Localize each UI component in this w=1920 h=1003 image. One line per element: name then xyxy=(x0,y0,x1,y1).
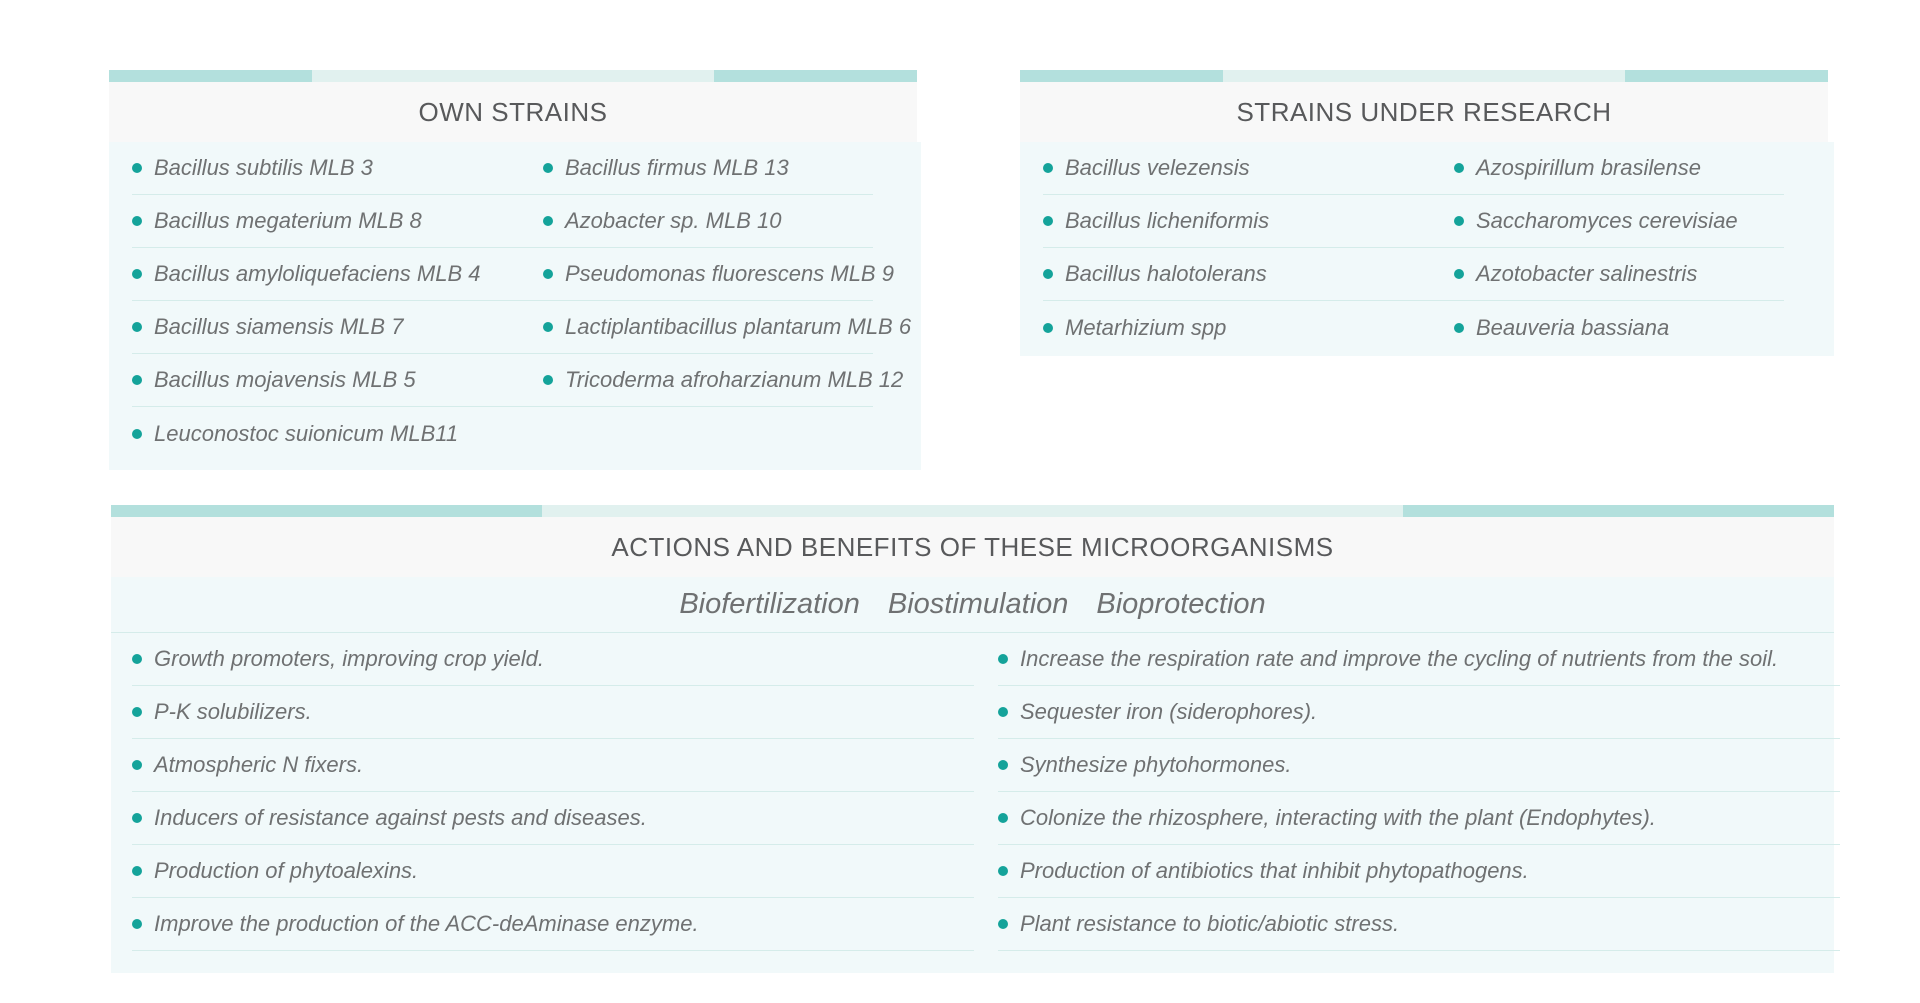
bullet-icon xyxy=(998,919,1008,929)
list-item: Increase the respiration rate and improve the cycling of nutrients from the soil. xyxy=(998,633,1840,686)
benefits-left-column xyxy=(111,633,974,951)
list-item: Bacillus amyloliquefaciens MLB 4 xyxy=(132,248,543,301)
list-item: Synthesize phytohormones. xyxy=(998,739,1840,792)
own-strains-title: OWN STRAINS xyxy=(109,82,917,142)
bullet-icon xyxy=(1454,323,1464,333)
list-item: Inducers of resistance against pests and diseases. xyxy=(132,792,974,845)
list-item: Colonize the rhizosphere, interacting with the plant (Endophytes). xyxy=(998,792,1840,845)
list-item: Azobacter sp. MLB 10 xyxy=(543,195,873,248)
list-item: P-K solubilizers. xyxy=(132,686,974,739)
bullet-icon xyxy=(132,813,142,823)
list-item: Leuconostoc suionicum MLB11 xyxy=(132,407,543,460)
subtitle-bioprotection: Bioprotection xyxy=(1096,588,1266,620)
bullet-icon xyxy=(132,216,142,226)
benefits-body xyxy=(111,577,1834,973)
bullet-icon xyxy=(132,707,142,717)
research-strains-title: STRAINS UNDER RESEARCH xyxy=(1020,82,1828,142)
bullet-icon xyxy=(1454,216,1464,226)
benefits-list xyxy=(111,633,1834,953)
research-strains-body xyxy=(1020,142,1834,356)
list-item: Growth promoters, improving crop yield. xyxy=(132,633,974,686)
topbar-accent-left xyxy=(109,70,312,82)
research-strains-left-column xyxy=(1020,142,1454,354)
list-item: Tricoderma afroharzianum MLB 12 xyxy=(543,354,873,407)
benefits-subtitles xyxy=(111,577,1834,633)
bullet-icon xyxy=(132,375,142,385)
bullet-icon xyxy=(1043,323,1053,333)
subtitle-biostimulation: Biostimulation xyxy=(887,588,1069,620)
research-strains-topbar xyxy=(1020,70,1828,82)
own-strains-card xyxy=(109,70,917,470)
list-item: Lactiplantibacillus plantarum MLB 6 xyxy=(543,301,873,354)
bullet-icon xyxy=(1454,269,1464,279)
benefits-card xyxy=(111,505,1834,973)
bullet-icon xyxy=(1454,163,1464,173)
topbar-accent-right xyxy=(714,70,917,82)
list-item: Bacillus licheniformis xyxy=(1043,195,1454,248)
bullet-icon xyxy=(132,429,142,439)
bullet-icon xyxy=(998,654,1008,664)
bullet-icon xyxy=(543,322,553,332)
bullet-icon xyxy=(543,269,553,279)
list-item: Azospirillum brasilense xyxy=(1454,142,1784,195)
list-item: Production of antibiotics that inhibit phytopathogens. xyxy=(998,845,1840,898)
topbar-accent-left xyxy=(111,505,542,517)
benefits-title: ACTIONS AND BENEFITS OF THESE MICROORGANISMS xyxy=(111,517,1834,577)
bullet-icon xyxy=(1043,163,1053,173)
bullet-icon xyxy=(132,163,142,173)
bullet-icon xyxy=(543,216,553,226)
list-item: Bacillus subtilis MLB 3 xyxy=(132,142,543,195)
list-item: Bacillus mojavensis MLB 5 xyxy=(132,354,543,407)
bullet-icon xyxy=(1043,269,1053,279)
bullet-icon xyxy=(998,760,1008,770)
own-strains-left-column xyxy=(109,142,543,460)
list-item: Metarhizium spp xyxy=(1043,301,1454,354)
bullet-icon xyxy=(132,269,142,279)
own-strains-topbar xyxy=(109,70,917,82)
list-item: Plant resistance to biotic/abiotic stress. xyxy=(998,898,1840,951)
topbar-accent-right xyxy=(1403,505,1834,517)
bullet-icon xyxy=(998,707,1008,717)
list-item: Beauveria bassiana xyxy=(1454,301,1784,354)
list-item: Bacillus halotolerans xyxy=(1043,248,1454,301)
bullet-icon xyxy=(543,375,553,385)
bullet-icon xyxy=(132,654,142,664)
bullet-icon xyxy=(132,919,142,929)
bullet-icon xyxy=(132,866,142,876)
bullet-icon xyxy=(998,866,1008,876)
list-item: Azotobacter salinestris xyxy=(1454,248,1784,301)
bullet-icon xyxy=(132,760,142,770)
own-strains-right-column xyxy=(543,142,912,407)
benefits-topbar xyxy=(111,505,1834,517)
list-item: Atmospheric N fixers. xyxy=(132,739,974,792)
own-strains-body xyxy=(109,142,921,470)
bullet-icon xyxy=(998,813,1008,823)
list-item: Improve the production of the ACC-deAminase enzyme. xyxy=(132,898,974,951)
list-item: Saccharomyces cerevisiae xyxy=(1454,195,1784,248)
subtitle-biofertilization: Biofertilization xyxy=(679,588,860,620)
bullet-icon xyxy=(543,163,553,173)
list-item: Pseudomonas fluorescens MLB 9 xyxy=(543,248,873,301)
topbar-accent-left xyxy=(1020,70,1223,82)
list-item: Bacillus firmus MLB 13 xyxy=(543,142,873,195)
list-item: Bacillus siamensis MLB 7 xyxy=(132,301,543,354)
list-item: Production of phytoalexins. xyxy=(132,845,974,898)
research-strains-right-column xyxy=(1454,142,1784,354)
bullet-icon xyxy=(132,322,142,332)
bullet-icon xyxy=(1043,216,1053,226)
list-item: Bacillus megaterium MLB 8 xyxy=(132,195,543,248)
topbar-accent-right xyxy=(1625,70,1828,82)
list-item: Sequester iron (siderophores). xyxy=(998,686,1840,739)
benefits-right-column xyxy=(974,633,1840,951)
research-strains-card xyxy=(1020,70,1828,356)
list-item: Bacillus velezensis xyxy=(1043,142,1454,195)
